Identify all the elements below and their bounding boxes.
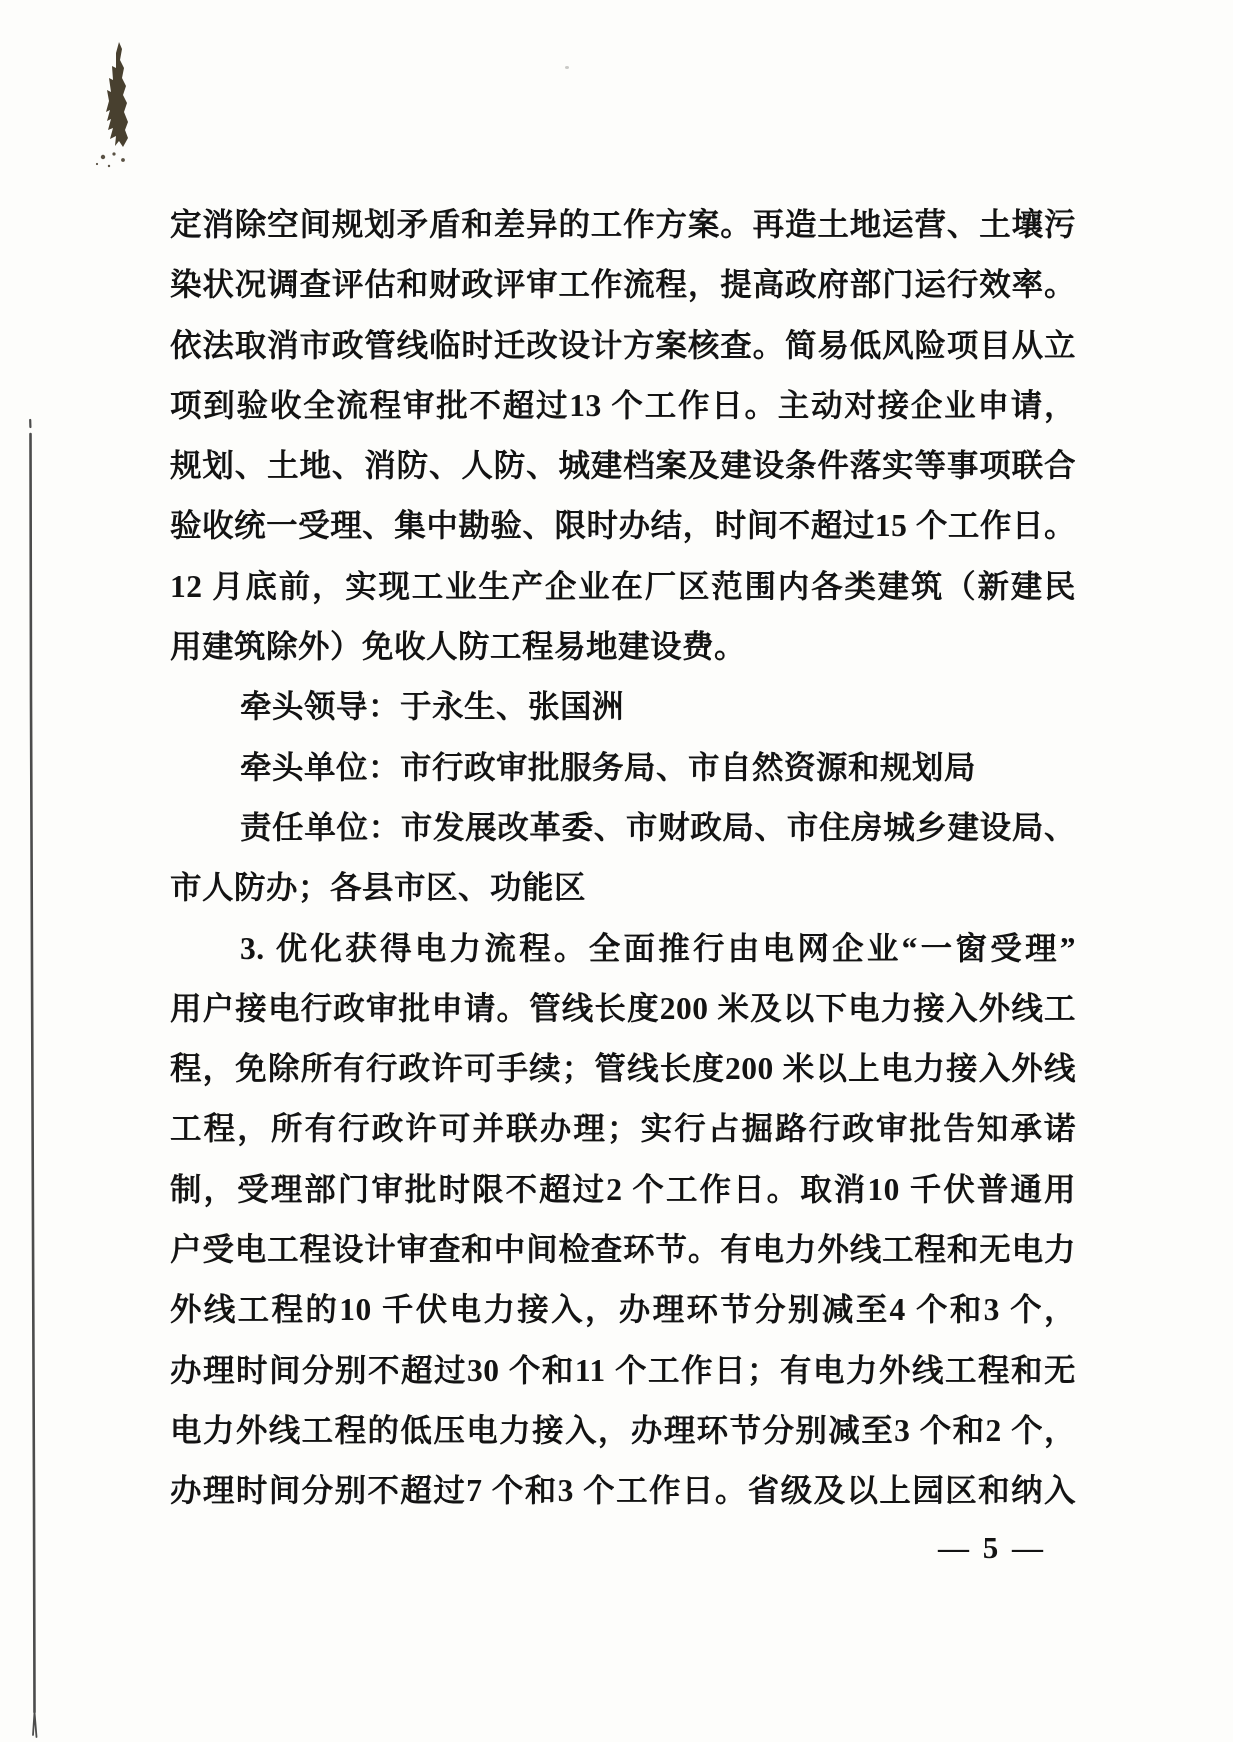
ink-blot-speck: [101, 155, 105, 159]
text-line: 3. 优化获得电力流程。全面推行由电网企业“一窗受理”: [240, 930, 1076, 966]
speck-artifact: [558, 52, 570, 58]
text-line: 用建筑除外）免收人防工程易地建设费。: [170, 629, 747, 665]
text-line: 办理时间分别不超过30 个和11 个工作日；有电力外线工程和无: [170, 1352, 1076, 1388]
text-line: 定消除空间规划矛盾和差异的工作方案。再造土地运营、土壤污: [170, 207, 1076, 242]
scan-line-stroke: [31, 434, 35, 1712]
document-body: [170, 195, 1076, 1522]
ink-blot-speck: [108, 165, 110, 167]
text-line: 外线工程的10 千伏电力接入，办理环节分别减至4 个和3 个，: [170, 1292, 1076, 1328]
text-line: 牵头单位：市行政审批服务局、市自然资源和规划局: [240, 749, 977, 785]
text-line: 项到验收全流程审批不超过13 个工作日。主动对接企业申请，: [170, 387, 1076, 423]
text-line: 验收统一受理、集中勘验、限时办结，时间不超过15 个工作日。: [170, 508, 1076, 544]
text-line: 户受电工程设计审查和中间检查环节。有电力外线工程和无电力: [170, 1232, 1076, 1268]
scan-line-fork: [33, 1712, 37, 1737]
text-line: 用户接电行政审批申请。管线长度200 米及以下电力接入外线工: [170, 990, 1076, 1026]
text-line: 依法取消市政管线临时迁改设计方案核查。简易低风险项目从立: [170, 327, 1076, 363]
text-line: 制，受理部门审批时限不超过2 个工作日。取消10 千伏普通用: [170, 1171, 1076, 1207]
text-line: 工程，所有行政许可并联办理；实行占掘路行政审批告知承诺: [170, 1111, 1076, 1147]
ink-blot-speck: [96, 163, 98, 165]
text-line: 12 月底前，实现工业生产企业在厂区范围内各类建筑（新建民: [170, 568, 1076, 604]
text-line: 电力外线工程的低压电力接入，办理环节分别减至3 个和2 个，: [170, 1412, 1076, 1448]
scan-line-artifact: [0, 0, 60, 1742]
ink-blot-speck: [121, 158, 125, 162]
ink-blot-artifact: [92, 40, 136, 174]
text-line: 染状况调查评估和财政评审工作流程，提高政府部门运行效率。: [170, 267, 1076, 303]
ink-blot-shape: [106, 42, 128, 147]
page-number: — 5 —: [938, 1530, 1046, 1565]
text-line: 市人防办；各县市区、功能区: [170, 870, 587, 906]
text-line: 规划、土地、消防、人防、城建档案及建设条件落实等事项联合: [170, 448, 1076, 484]
faint-speck-artifact: [565, 66, 569, 69]
text-line: 程，免除所有行政许可手续；管线长度200 米以上电力接入外线: [170, 1051, 1076, 1087]
text-line: 责任单位：市发展改革委、市财政局、市住房城乡建设局、: [240, 809, 1076, 845]
text-line: 牵头领导：于永生、张国洲: [240, 689, 625, 725]
ink-blot-speck: [112, 152, 115, 155]
text-line: 办理时间分别不超过7 个和3 个工作日。省级及以上园区和纳入: [170, 1473, 1076, 1509]
